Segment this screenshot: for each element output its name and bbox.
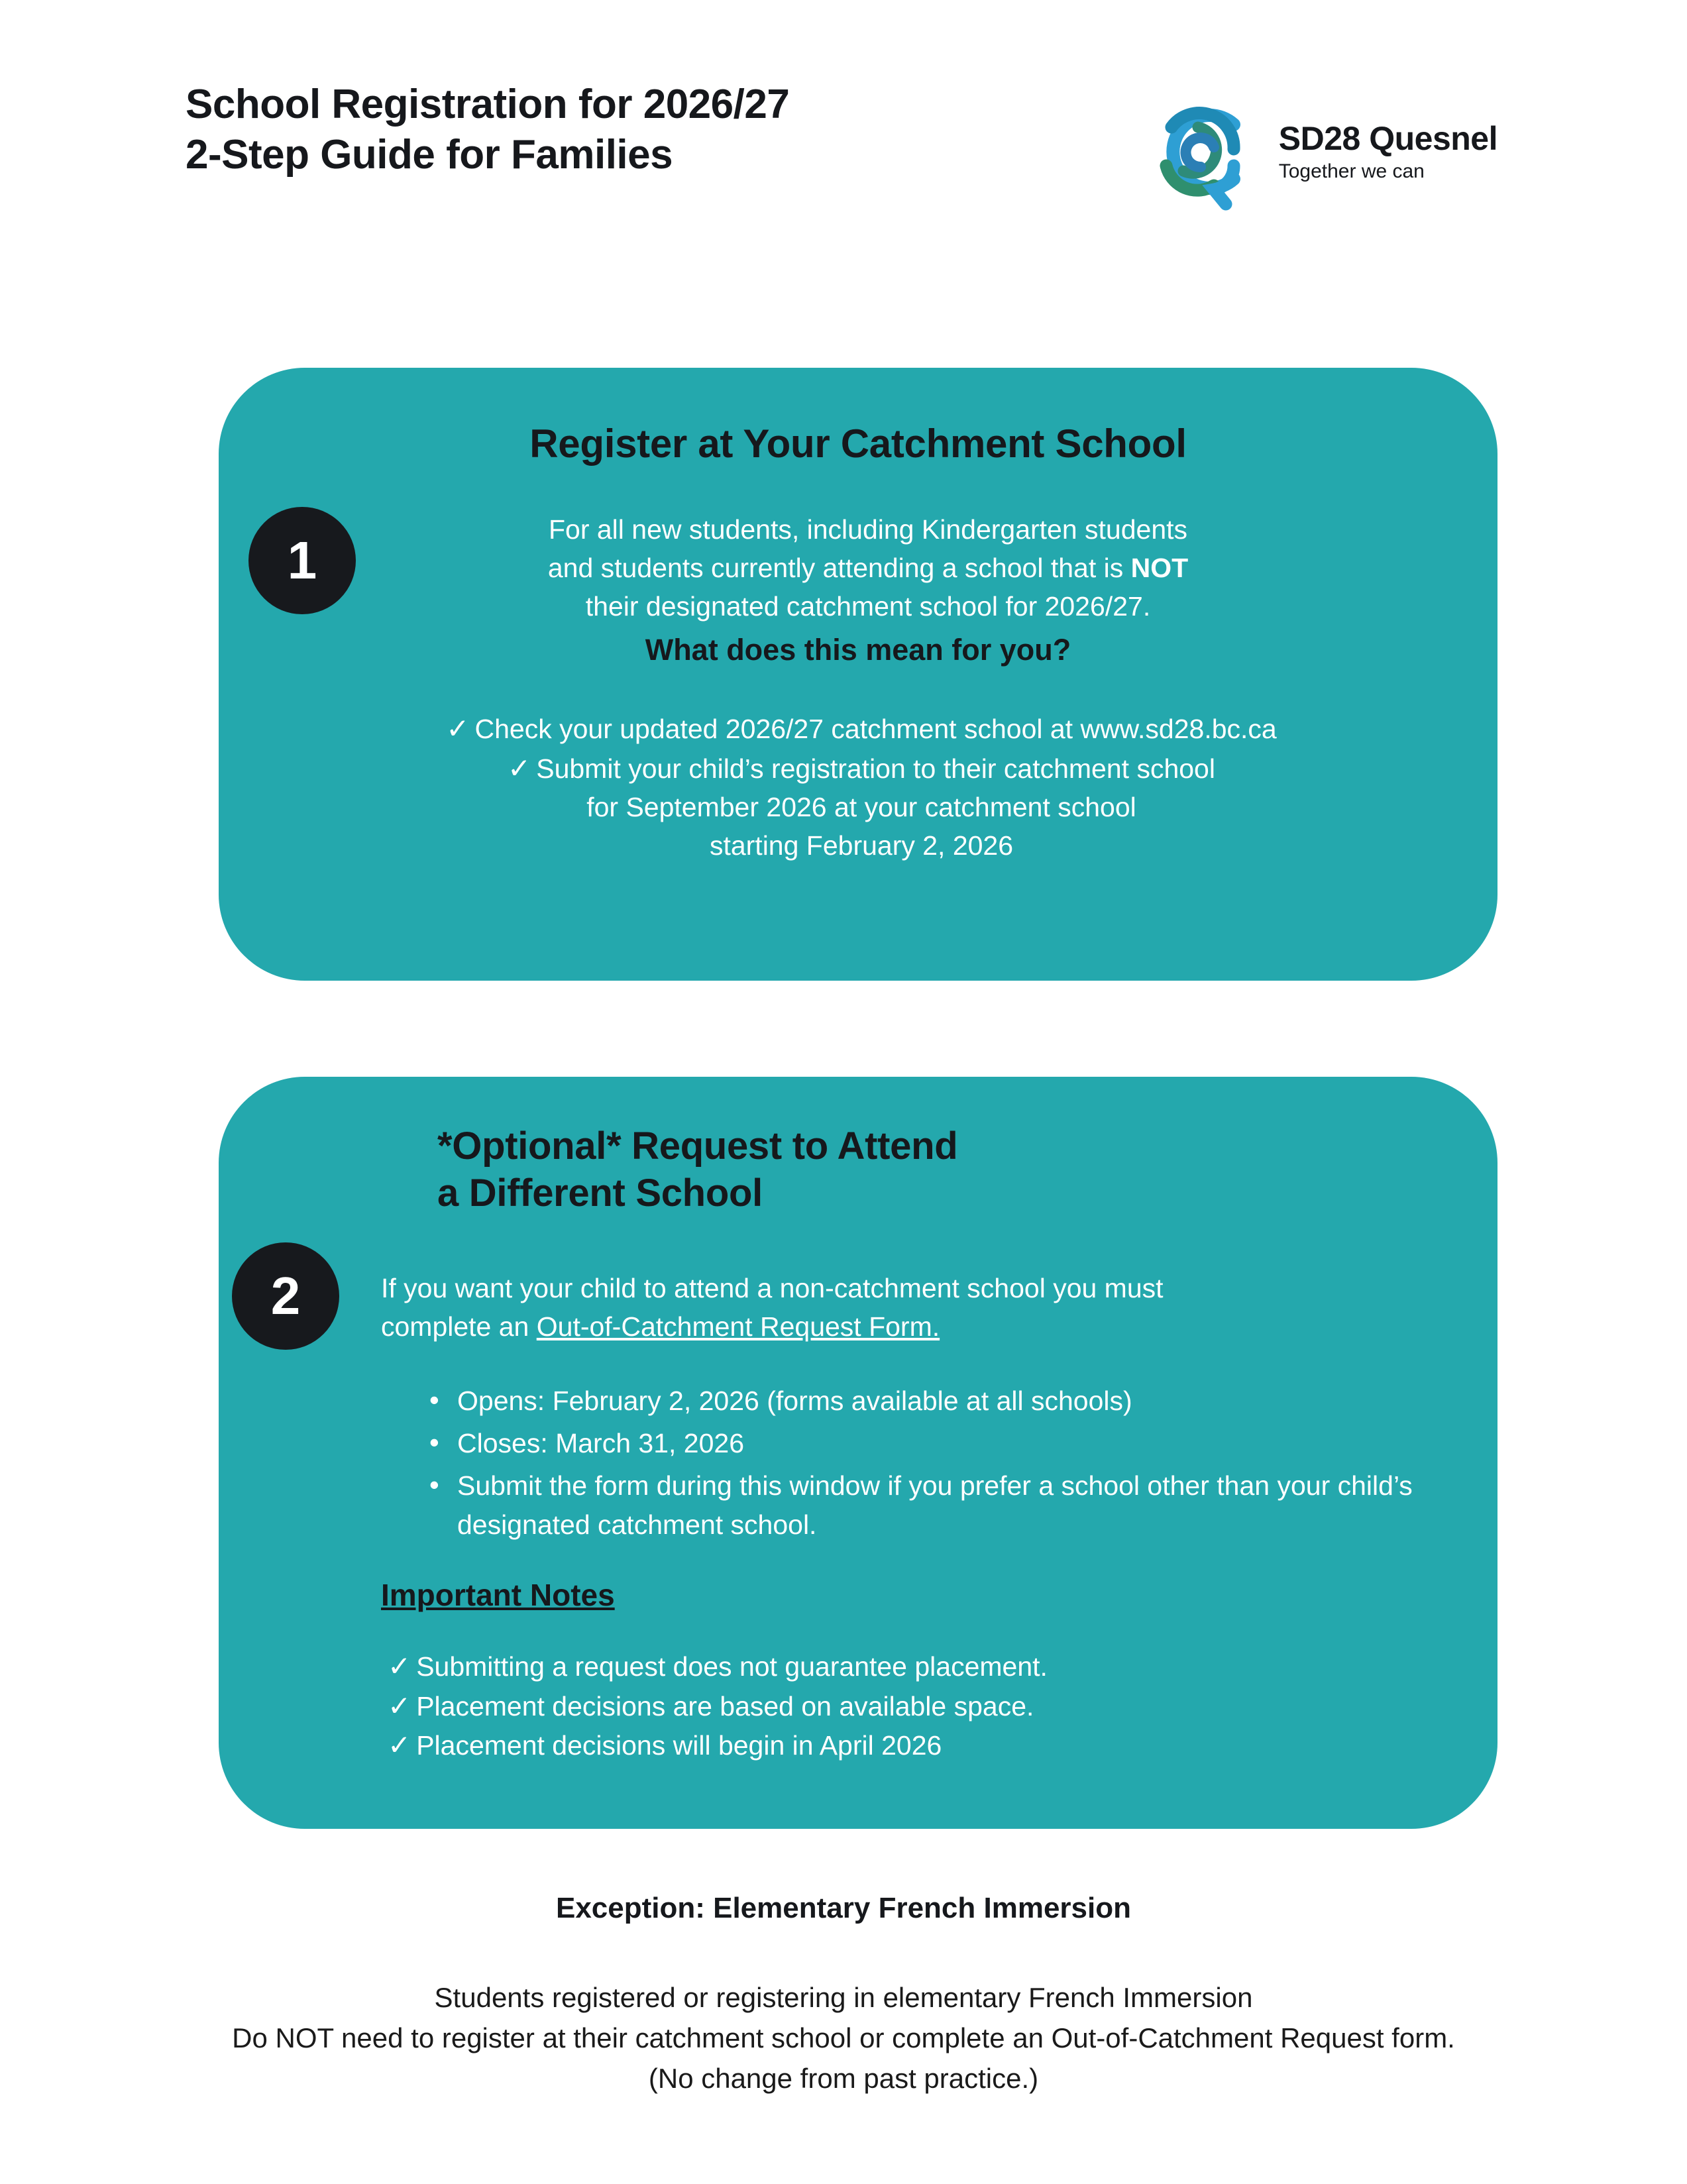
step-1-body-strong: NOT bbox=[1130, 553, 1189, 584]
footer-line-1: Students registered or registering in elementary French Immersion bbox=[434, 1982, 1253, 2013]
step-2-card bbox=[219, 1077, 1497, 1829]
logo-tagline: Together we can bbox=[1278, 160, 1425, 183]
step-1-body-line-2-pre: and students currently attending a school that is bbox=[547, 553, 1131, 584]
footer-note bbox=[0, 1978, 1687, 2099]
check-icon: ✓ bbox=[446, 713, 470, 744]
step-2-note-1: Submitting a request does not guarantee placement. bbox=[416, 1651, 1048, 1682]
step-2-heading-line-2: a Different School bbox=[437, 1171, 763, 1215]
step-2-heading bbox=[437, 1123, 1431, 1217]
sd28-logo bbox=[1134, 86, 1497, 219]
logo-name: SD28 Quesnel bbox=[1278, 119, 1497, 157]
step-1-badge: 1 bbox=[248, 507, 356, 614]
step-1-check-list bbox=[298, 709, 1425, 865]
exception-title: Exception: Elementary French Immersion bbox=[555, 1892, 1132, 1924]
logo-text bbox=[1279, 121, 1497, 184]
check-icon: ✓ bbox=[388, 1690, 411, 1721]
step-1-body bbox=[398, 510, 1338, 626]
step-2-intro-line-2-pre: complete an bbox=[381, 1311, 537, 1342]
list-item: • Closes: March 31, 2026 bbox=[417, 1424, 1451, 1462]
page-title-line-2: 2-Step Guide for Families bbox=[186, 131, 673, 178]
footer-line-2: Do NOT need to register at their catchment school or complete an Out-of-Catchment Request form. bbox=[232, 2022, 1455, 2053]
step-2-notes-title: Important Notes bbox=[381, 1578, 615, 1612]
step-2-notes-list bbox=[388, 1647, 1448, 1765]
step-1-body-line-1: For all new students, including Kindergarten students bbox=[548, 514, 1188, 545]
check-icon: ✓ bbox=[388, 1651, 411, 1682]
step-1-card bbox=[219, 368, 1497, 981]
step-2-intro bbox=[381, 1269, 1448, 1346]
sd28-spiral-logo-icon bbox=[1134, 86, 1267, 219]
step-1-check-2: Submit your child’s registration to their catchment school bbox=[536, 753, 1215, 784]
step-2-badge: 2 bbox=[232, 1242, 339, 1350]
step-2-bullet-list bbox=[417, 1382, 1451, 1548]
step-2-note-2: Placement decisions are based on available space. bbox=[416, 1690, 1034, 1721]
out-of-catchment-request-form-link[interactable]: Out-of-Catchment Request Form. bbox=[536, 1311, 940, 1342]
footer-line-3: (No change from past practice.) bbox=[648, 2062, 1039, 2094]
step-1-check-2-cont2: starting February 2, 2026 bbox=[709, 830, 1014, 861]
step-1-question: What does this mean for you? bbox=[645, 633, 1071, 667]
step-1-body-line-3: their designated catchment school for 2026/27. bbox=[585, 591, 1151, 622]
list-item: • Submit the form during this window if you prefer a school other than your child’s designated catchment school. bbox=[417, 1466, 1451, 1543]
check-icon: ✓ bbox=[388, 1729, 411, 1761]
list-item: • Opens: February 2, 2026 (forms available at all schools) bbox=[417, 1382, 1451, 1420]
step-2-heading-line-1: *Optional* Request to Attend bbox=[437, 1124, 958, 1168]
page-title-line-1: School Registration for 2026/27 bbox=[186, 82, 790, 127]
poster-header bbox=[186, 80, 1511, 219]
check-icon: ✓ bbox=[508, 752, 531, 784]
step-1-check-2-cont: for September 2026 at your catchment school bbox=[586, 792, 1136, 823]
step-2-intro-line-1: If you want your child to attend a non-catchment school you must bbox=[381, 1273, 1164, 1303]
page-title bbox=[186, 80, 789, 180]
step-2-note-3: Placement decisions will begin in April 2026 bbox=[416, 1730, 942, 1761]
step-1-heading: Register at Your Catchment School bbox=[529, 421, 1187, 466]
step-1-check-1: Check your updated 2026/27 catchment school at www.sd28.bc.ca bbox=[474, 714, 1277, 744]
